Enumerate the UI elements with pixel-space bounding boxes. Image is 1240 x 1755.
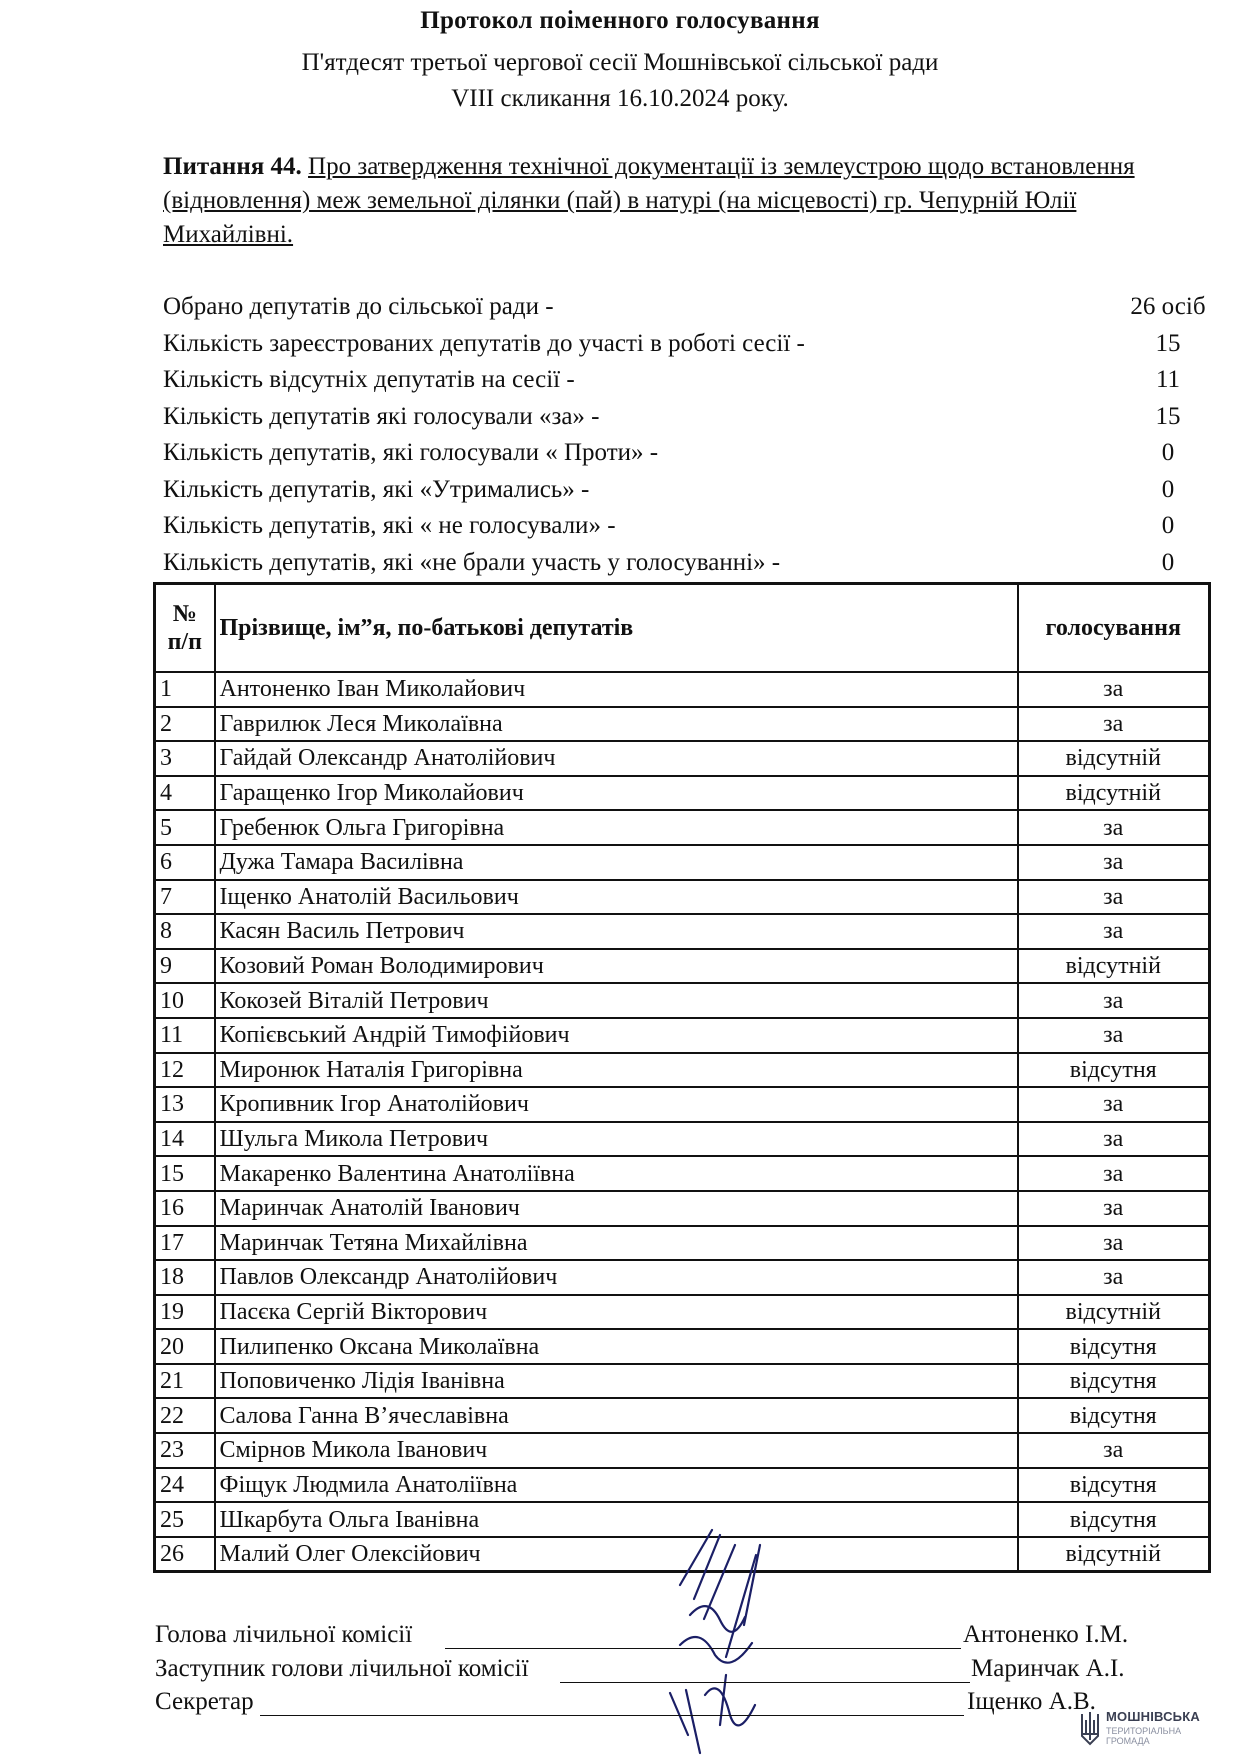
stat-row bbox=[163, 546, 1173, 583]
table-row bbox=[155, 776, 1210, 811]
row-number: 9 bbox=[155, 949, 215, 984]
row-number: 7 bbox=[155, 880, 215, 915]
deputy-name: Шкарбута Ольга Іванівна bbox=[215, 1502, 1018, 1537]
question-label: Питання 44. bbox=[163, 153, 302, 180]
row-number: 23 bbox=[155, 1433, 215, 1468]
stat-label: Кількість депутатів які голосували «за» - bbox=[163, 402, 600, 430]
row-number: 24 bbox=[155, 1468, 215, 1503]
vote-result: за bbox=[1018, 1122, 1210, 1157]
deputy-name: Дужа Тамара Василівна bbox=[215, 845, 1018, 880]
table-row bbox=[155, 707, 1210, 742]
signature-line bbox=[260, 1715, 964, 1716]
vote-result: за bbox=[1018, 914, 1210, 949]
signature-line bbox=[560, 1682, 970, 1683]
row-number: 1 bbox=[155, 672, 215, 707]
stat-value: 15 bbox=[1155, 402, 1181, 430]
deputy-name: Козовий Роман Володимирович bbox=[215, 949, 1018, 984]
table-row bbox=[155, 1468, 1210, 1503]
table-header-row bbox=[155, 584, 1210, 673]
table-row bbox=[155, 880, 1210, 915]
table-row bbox=[155, 1053, 1210, 1088]
row-number: 3 bbox=[155, 741, 215, 776]
signature-role: Секретар bbox=[155, 1688, 254, 1715]
deputy-name: Гребенюк Ольга Григорівна bbox=[215, 810, 1018, 845]
stat-label: Обрано депутатів до сільської ради - bbox=[163, 293, 554, 320]
vote-result: за bbox=[1018, 845, 1210, 880]
convocation-line: VIII скликання 16.10.2024 року. bbox=[451, 85, 789, 112]
question-text: Про затвердження технічної документації із землеустрою щодо встановлення (відновлення) меж земельної ділянки (пай) в натурі (на місцевості) гр. Чепурній Юлії Михайлівні. bbox=[163, 153, 1135, 248]
vote-result: відсутній bbox=[1018, 776, 1210, 811]
stat-label: Кількість зареєстрованих депутатів до участі в роботі сесії - bbox=[163, 329, 805, 357]
vote-result: відсутній bbox=[1018, 949, 1210, 984]
row-number: 16 bbox=[155, 1191, 215, 1226]
deputy-name: Салова Ганна В’ячеславівна bbox=[215, 1398, 1018, 1433]
deputy-name: Маринчак Тетяна Михайлівна bbox=[215, 1226, 1018, 1261]
row-number: 20 bbox=[155, 1329, 215, 1364]
column-header-name: Прізвище, ім”я, по-батькові депутатів bbox=[215, 584, 1018, 673]
table-row bbox=[155, 1018, 1210, 1053]
stat-row bbox=[163, 436, 1173, 473]
roll-call-table bbox=[153, 582, 1211, 1573]
table-row bbox=[155, 1156, 1210, 1191]
row-number: 14 bbox=[155, 1122, 215, 1157]
table-row bbox=[155, 741, 1210, 776]
table-body bbox=[155, 672, 1210, 1572]
vote-result: за bbox=[1018, 983, 1210, 1018]
row-number: 6 bbox=[155, 845, 215, 880]
table-row bbox=[155, 914, 1210, 949]
stat-label: Кількість депутатів, які « не голосували» - bbox=[163, 512, 616, 539]
deputy-name: Пилипенко Оксана Миколаївна bbox=[215, 1329, 1018, 1364]
row-number: 4 bbox=[155, 776, 215, 811]
stat-value: 0 bbox=[1161, 439, 1175, 466]
logo-subtitle-2: ГРОМАДА bbox=[1106, 1736, 1150, 1746]
table-row bbox=[155, 1433, 1210, 1468]
column-header-number-line1: № bbox=[172, 601, 197, 627]
vote-result: за bbox=[1018, 1156, 1210, 1191]
deputy-name: Антоненко Іван Миколайович bbox=[215, 672, 1018, 707]
vote-result: за bbox=[1018, 1087, 1210, 1122]
stat-row bbox=[163, 473, 1173, 510]
vote-result: за bbox=[1018, 1226, 1210, 1261]
stat-value: 15 bbox=[1155, 329, 1181, 357]
column-header-number-line2: п/п bbox=[167, 629, 202, 655]
deputy-name: Миронюк Наталія Григорівна bbox=[215, 1053, 1018, 1088]
deputy-name: Копієвський Андрій Тимофійович bbox=[215, 1018, 1018, 1053]
stat-value: 11 bbox=[1155, 366, 1181, 393]
deputy-name: Пасєка Сергій Вікторович bbox=[215, 1295, 1018, 1330]
deputy-name: Гаврилюк Леся Миколаївна bbox=[215, 707, 1018, 742]
community-logo bbox=[1080, 1708, 1230, 1750]
deputy-name: Павлов Олександр Анатолійович bbox=[215, 1260, 1018, 1295]
row-number: 26 bbox=[155, 1537, 215, 1572]
stat-value: 0 bbox=[1161, 475, 1175, 503]
row-number: 5 bbox=[155, 810, 215, 845]
table-row bbox=[155, 1226, 1210, 1261]
stat-row bbox=[163, 290, 1206, 327]
logo-subtitle-1: ТЕРИТОРІАЛЬНА bbox=[1106, 1726, 1182, 1736]
row-number: 22 bbox=[155, 1398, 215, 1433]
stat-label: Кількість депутатів, які «Утримались» - bbox=[163, 475, 590, 503]
table-row bbox=[155, 1260, 1210, 1295]
vote-result: за bbox=[1018, 880, 1210, 915]
signature-name: Іщенко А.В. bbox=[967, 1688, 1096, 1715]
signature-name: Антоненко І.М. bbox=[963, 1621, 1129, 1648]
vote-result: за bbox=[1018, 1433, 1210, 1468]
stat-value: 0 bbox=[1161, 548, 1175, 576]
stat-label: Кількість депутатів, які голосували « Проти» - bbox=[163, 439, 659, 466]
stat-row bbox=[163, 363, 1181, 400]
vote-result: відсутній bbox=[1018, 1295, 1210, 1330]
table-row bbox=[155, 1295, 1210, 1330]
signature-deputy-chair bbox=[155, 1652, 1205, 1686]
stat-label: Кількість депутатів, які «не брали участь у голосуванні» - bbox=[163, 548, 781, 576]
signature-chair bbox=[155, 1618, 1205, 1652]
question-block bbox=[163, 150, 1173, 252]
vote-result: за bbox=[1018, 707, 1210, 742]
stat-row bbox=[163, 509, 1173, 546]
row-number: 11 bbox=[155, 1018, 215, 1053]
deputy-name: Смірнов Микола Іванович bbox=[215, 1433, 1018, 1468]
deputy-name: Гаращенко Ігор Миколайович bbox=[215, 776, 1018, 811]
deputy-name: Поповиченко Лідія Іванівна bbox=[215, 1364, 1018, 1399]
row-number: 12 bbox=[155, 1053, 215, 1088]
vote-result: відсутня bbox=[1018, 1053, 1210, 1088]
deputy-name: Маринчак Анатолій Іванович bbox=[215, 1191, 1018, 1226]
deputy-name: Іщенко Анатолій Васильович bbox=[215, 880, 1018, 915]
stat-value: 0 bbox=[1161, 512, 1175, 539]
table-row bbox=[155, 1329, 1210, 1364]
table-row bbox=[155, 983, 1210, 1018]
row-number: 25 bbox=[155, 1502, 215, 1537]
row-number: 13 bbox=[155, 1087, 215, 1122]
vote-result: відсутній bbox=[1018, 1537, 1210, 1572]
deputy-name: Гайдай Олександр Анатолійович bbox=[215, 741, 1018, 776]
row-number: 21 bbox=[155, 1364, 215, 1399]
table-row bbox=[155, 810, 1210, 845]
deputy-name: Кокозей Віталій Петрович bbox=[215, 983, 1018, 1018]
column-header-vote: голосування bbox=[1018, 584, 1210, 673]
vote-statistics bbox=[163, 290, 1206, 582]
row-number: 19 bbox=[155, 1295, 215, 1330]
signature-role: Голова лічильної комісії bbox=[155, 1621, 413, 1648]
table-row bbox=[155, 1087, 1210, 1122]
signature-line bbox=[445, 1648, 961, 1649]
vote-result: відсутня bbox=[1018, 1364, 1210, 1399]
vote-result: за bbox=[1018, 672, 1210, 707]
deputy-name: Шульга Микола Петрович bbox=[215, 1122, 1018, 1157]
stat-label: Кількість відсутніх депутатів на сесії - bbox=[163, 366, 575, 393]
deputy-name: Макаренко Валентина Анатоліївна bbox=[215, 1156, 1018, 1191]
logo-name: МОШНІВСЬКА bbox=[1106, 1709, 1200, 1724]
row-number: 15 bbox=[155, 1156, 215, 1191]
vote-result: відсутня bbox=[1018, 1329, 1210, 1364]
row-number: 18 bbox=[155, 1260, 215, 1295]
deputy-name: Малий Олег Олексійович bbox=[215, 1537, 1018, 1572]
document-title: Протокол поіменного голосування bbox=[420, 7, 820, 34]
session-line: П'ятдесят третьої чергової сесії Мошнівської сільської ради bbox=[301, 49, 939, 76]
stat-row bbox=[163, 327, 1181, 364]
row-number: 17 bbox=[155, 1226, 215, 1261]
column-header-number bbox=[155, 584, 215, 673]
row-number: 2 bbox=[155, 707, 215, 742]
deputy-name: Кропивник Ігор Анатолійович bbox=[215, 1087, 1018, 1122]
vote-result: за bbox=[1018, 1191, 1210, 1226]
stat-value: 26 осіб bbox=[1130, 293, 1206, 320]
signature-role: Заступник голови лічильної комісії bbox=[155, 1655, 529, 1682]
table-row bbox=[155, 1122, 1210, 1157]
table-row bbox=[155, 1398, 1210, 1433]
signature-name: Маринчак А.І. bbox=[971, 1655, 1125, 1682]
deputy-name: Фіщук Людмила Анатоліївна bbox=[215, 1468, 1018, 1503]
table-row bbox=[155, 949, 1210, 984]
signature-secretary bbox=[155, 1685, 1205, 1719]
vote-result: за bbox=[1018, 1018, 1210, 1053]
vote-result: відсутня bbox=[1018, 1398, 1210, 1433]
table-row bbox=[155, 1364, 1210, 1399]
vote-result: відсутній bbox=[1018, 741, 1210, 776]
row-number: 10 bbox=[155, 983, 215, 1018]
table-row bbox=[155, 845, 1210, 880]
deputy-name: Касян Василь Петрович bbox=[215, 914, 1018, 949]
vote-result: відсутня bbox=[1018, 1468, 1210, 1503]
vote-result: за bbox=[1018, 810, 1210, 845]
vote-result: відсутня bbox=[1018, 1502, 1210, 1537]
row-number: 8 bbox=[155, 914, 215, 949]
table-row bbox=[155, 1191, 1210, 1226]
stat-row bbox=[163, 400, 1181, 437]
table-row bbox=[155, 672, 1210, 707]
vote-result: за bbox=[1018, 1260, 1210, 1295]
trident-icon bbox=[1080, 1710, 1100, 1746]
